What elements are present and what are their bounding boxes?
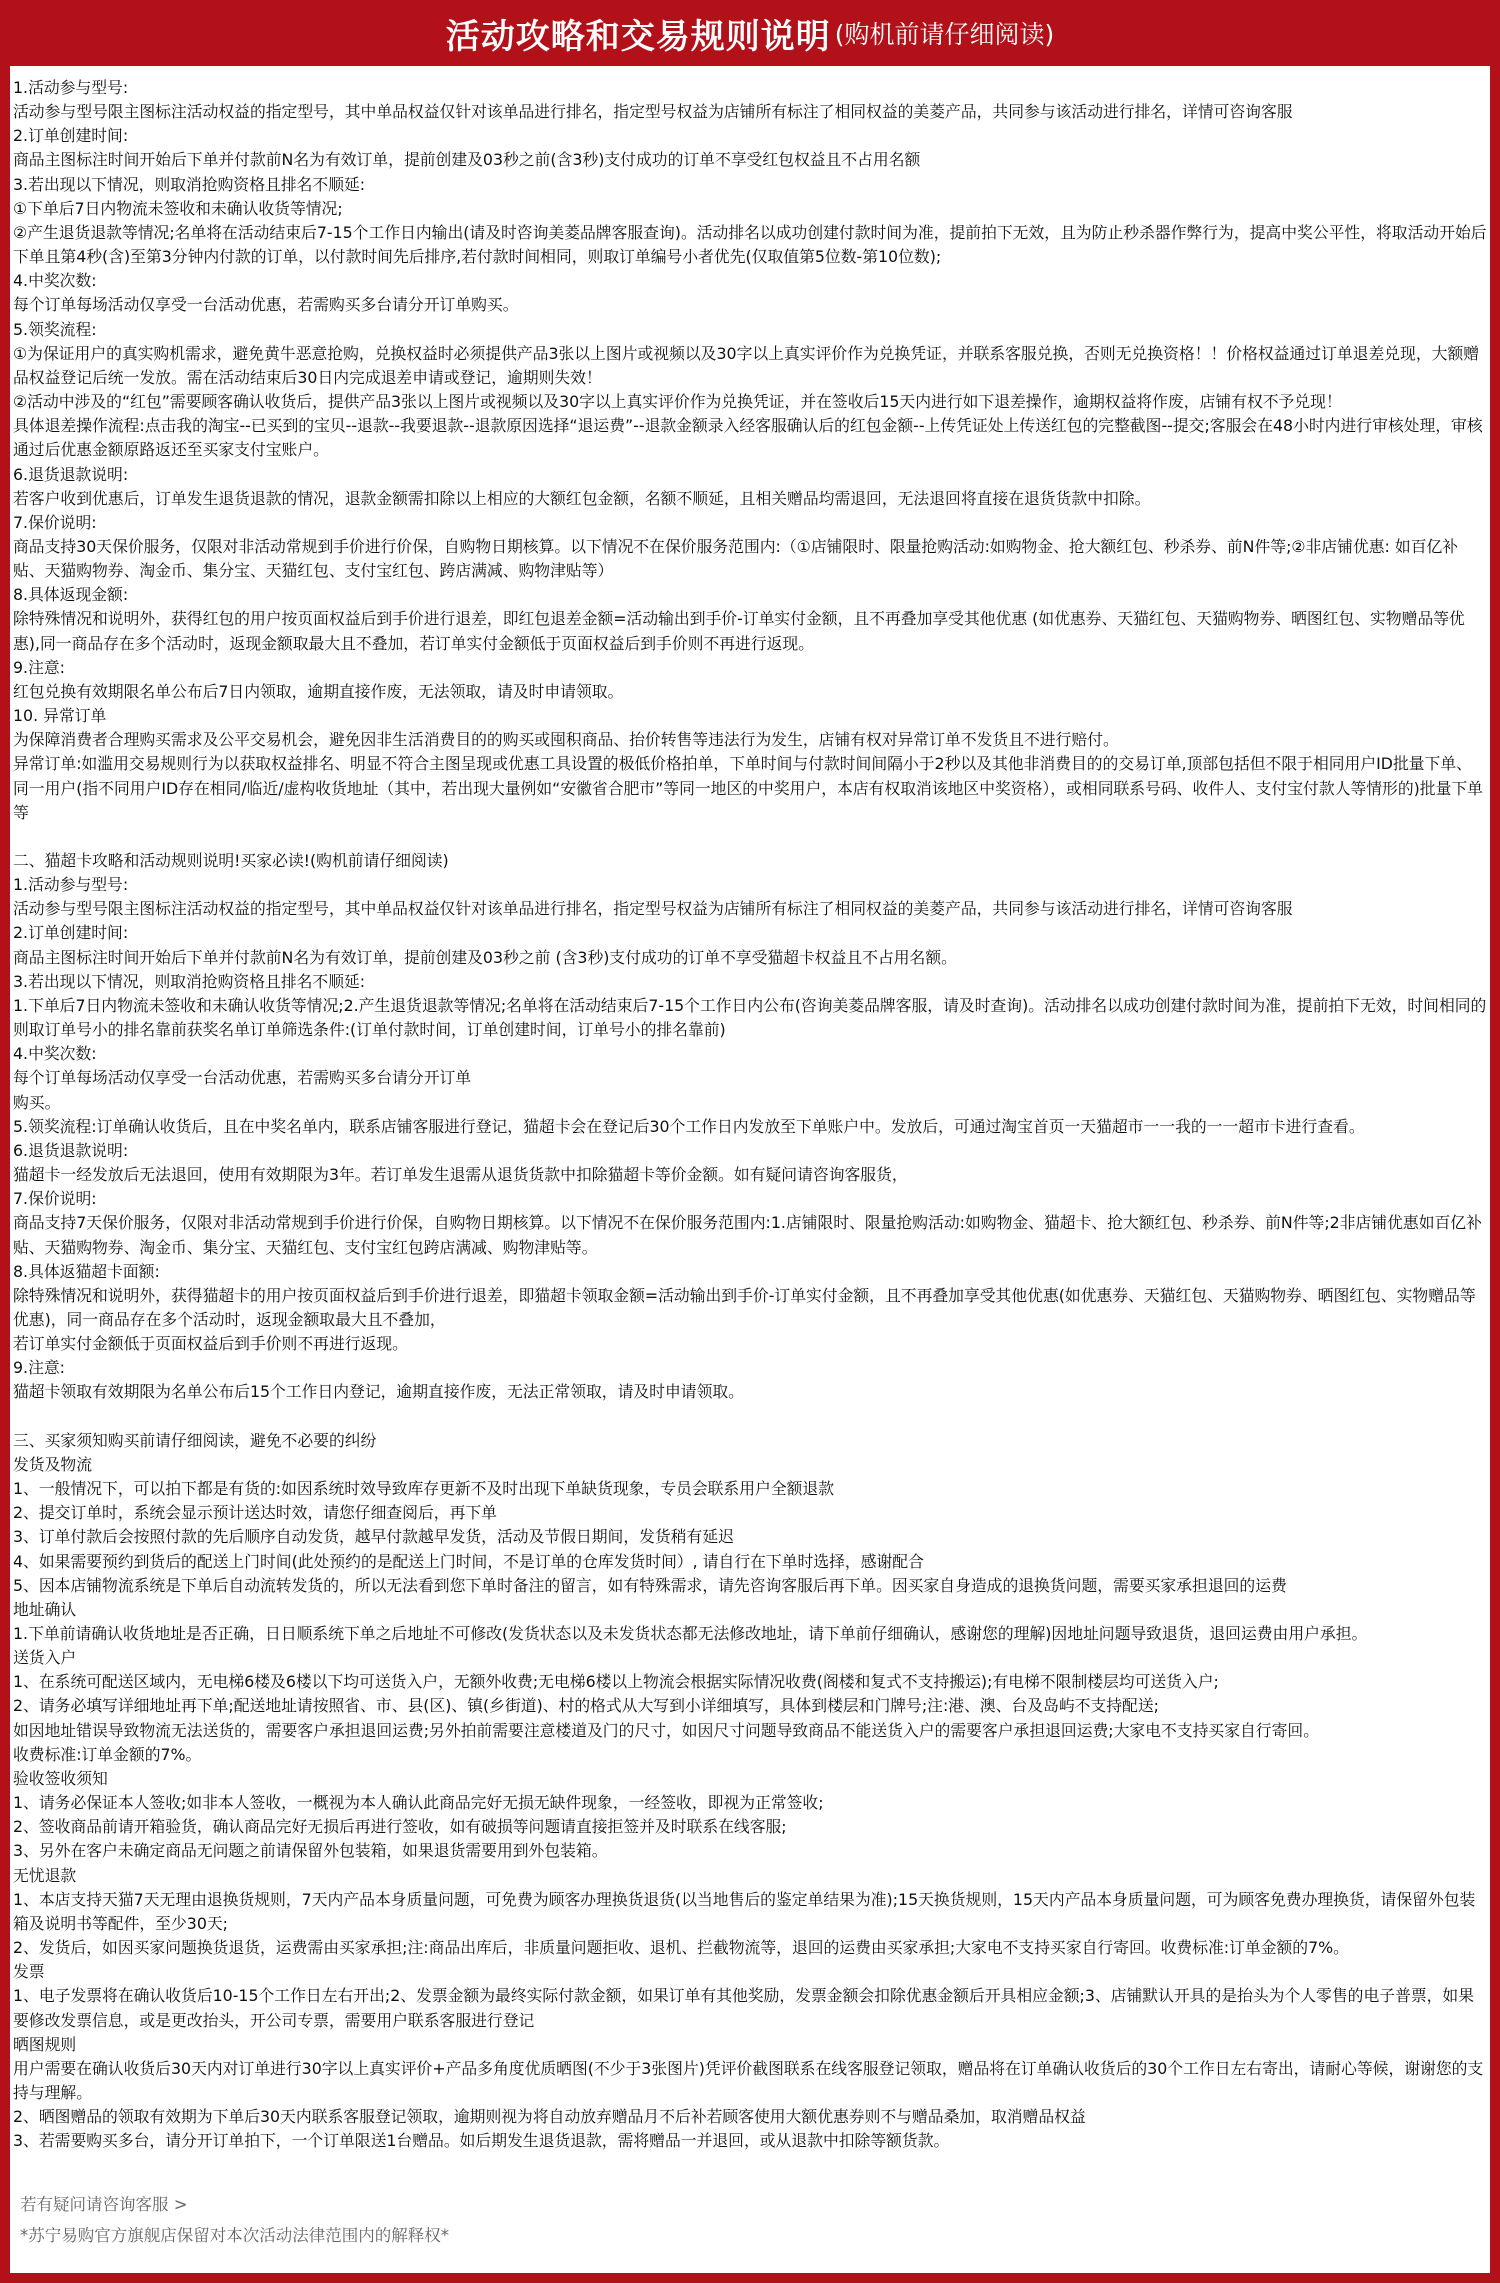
page-header xyxy=(0,0,1500,66)
rules-panel xyxy=(10,66,1490,2273)
page-title: 活动攻略和交易规则说明 xyxy=(445,16,831,57)
disclaimer-note: *苏宁易购官方旗舰店保留对本次活动法律范围内的解释权* xyxy=(20,2226,449,2245)
customer-service-link[interactable]: 若有疑问请咨询客服 > xyxy=(20,2195,188,2214)
footer xyxy=(20,2191,1480,2249)
rules-text: 1.活动参与型号: 活动参与型号限主图标注活动权益的指定型号，其中单品权益仅针对该单品进行排名，指定型号权益为店铺所有标注了相同权益的美菱产品，共同参与该活动进行排名，详情可咨询客服 2.订单创建时间: 商品主图标注时间开始后下单并付款前N名为有效订单，提前创建及03秒之前(含3秒)支付成功的订单不享受红包权益且不占用名额 3.若出现以下情况，则取消抢购资格且排名不顺延: ①下单后7日内物流未签收和未确认收货等情况; ②产生退货退款等情况;名单将在活动结束后7-15个工作日内输出(请及时咨询美菱品牌客服查询)。活动排名以成功创建付款时间为准，提前拍下无效，且为防止秒杀器作弊行为，提高中奖公平性，将取活动开始后下单且第4秒(含)至第3分钟内付款的订单，以付款时间先后排序,若付款时间相同，则取订单编号小者优先(仅取值第5位数-第10位数); 4.中奖次数: 每个订单每场活动仅享受一台活动优惠，若需购买多台请分开订单购买。 5.领奖流程: ①为保证用户的真实购机需求，避免黄牛恶意抢购，兑换权益时必须提供产品3张以上图片或视频以及30字以上真实评价作为兑换凭证，并联系客服兑换，否则无兑换资格！！价格权益通过订单退差兑现，大额赠品权益登记后统一发放。需在活动结束后30日内完成退差申请或登记，逾期则失效！ ②活动中涉及的“红包”需要顾客确认收货后，提供产品3张以上图片或视频以及30字以上真实评价作为兑换凭证，并在签收后15天内进行如下退差操作，逾期权益将作废，店铺有权不予兑现！ 具体退差操作流程:点击我的淘宝--已买到的宝贝--退款--我要退款--退款原因选择“退运费”--退款金额录入经客服确认后的红包金额--上传凭证处上传送红包的完整截图--提交;客服会在48小时内进行审核处理，审核通过后优惠金额原路返还至买家支付宝账户。 6.退货退款说明: 若客户收到优惠后，订单发生退货退款的情况，退款金额需扣除以上相应的大额红包金额，名额不顺延，且相关赠品均需退回，无法退回将直接在退货货款中扣除。 7.保价说明: 商品支持30天保价服务，仅限对非活动常规到手价进行价保，自购物日期核算。以下情况不在保价服务范围内:（①店铺限时、限量抢购活动:如购物金、抢大额红包、秒杀券、前N件等;②非店铺优惠: 如百亿补贴、天猫购物券、淘金币、集分宝、天猫红包、支付宝红包、跨店满减、购物津贴等） 8.具体返现金额: 除特殊情况和说明外，获得红包的用户按页面权益后到手价进行退差，即红包退差金额=活动输出到手价-订单实付金额，且不再叠加享受其他优惠 (如优惠券、天猫红包、天猫购物券、晒图红包、实物赠品等优惠),同一商品存在多个活动时，返现金额取最大且不叠加，若订单实付金额低于页面权益后到手价则不再进行返现。 9.注意: 红包兑换有效期限名单公布后7日内领取，逾期直接作废，无法领取，请及时申请领取。 10. 异常订单 为保障消费者合理购买需求及公平交易机会，避免因非生活消费目的的购买或囤积商品、抬价转售等违法行为发生，店铺有权对异常订单不发货且不进行赔付。 异常订单:如滥用交易规则行为以获取权益排名、明显不符合主图呈现或优惠工具设置的极低价格拍单，下单时间与付款时间间隔小于2秒以及其他非消费目的的交易订单,顶部包括但不限于相同用户ID批量下单、同一用户(指不同用户ID存在相同/临近/虚构收货地址（其中，若出现大量例如“安徽省合肥市”等同一地区的中奖用户，本店有权取消该地区中奖资格），或相同联系号码、收件人、支付宝付款人等情形的)批量下单等 二、猫超卡攻略和活动规则说明!买家必读!(购机前请仔细阅读) 1.活动参与型号: 活动参与型号限主图标注活动权益的指定型号，其中单品权益仅针对该单品进行排名，指定型号权益为店铺所有标注了相同权益的美菱产品，共同参与该活动进行排名，详情可咨询客服 2.订单创建时间: 商品主图标注时间开始后下单并付款前N名为有效订单，提前创建及03秒之前 (含3秒)支付成功的订单不享受猫超卡权益且不占用名额。 3.若出现以下情况，则取消抢购资格且排名不顺延: 1.下单后7日内物流未签收和未确认收货等情况;2.产生退货退款等情况;名单将在活动结束后7-15个工作日内公布(咨询美菱品牌客服，请及时查询)。活动排名以成功创建付款时间为准，提前拍下无效，时间相同的则取订单号小的排名靠前获奖名单订单筛选条件:(订单付款时间，订单创建时间，订单号小的排名靠前) 4.中奖次数: 每个订单每场活动仅享受一台活动优惠，若需购买多台请分开订单 购买。 5.领奖流程:订单确认收货后，且在中奖名单内，联系店铺客服进行登记，猫超卡会在登记后30个工作日内发放至下单账户中。发放后，可通过淘宝首页一天猫超市一一我的一一超市卡进行查看。 6.退货退款说明: 猫超卡一经发放后无法退回，使用有效期限为3年。若订单发生退需从退货货款中扣除猫超卡等价金额。如有疑问请咨询客服货， 7.保价说明: 商品支持7天保价服务，仅限对非活动常规到手价进行价保，自购物日期核算。以下情况不在保价服务范围内:1.店铺限时、限量抢购活动:如购物金、猫超卡、抢大额红包、秒杀券、前N件等;2非店铺优惠如百亿补贴、天猫购物券、淘金币、集分宝、天猫红包、支付宝红包跨店满减、购物津贴等。 8.具体返猫超卡面额: 除特殊情况和说明外，获得猫超卡的用户按页面权益后到手价进行退差，即猫超卡领取金额=活动输出到手价-订单实付金额，且不再叠加享受其他优惠(如优惠券、天猫红包、天猫购物券、晒图红包、实物赠品等优惠)，同一商品存在多个活动时，返现金额取最大且不叠加， 若订单实付金额低于页面权益后到手价则不再进行返现。 9.注意: 猫超卡领取有效期限为名单公布后15个工作日内登记，逾期直接作废，无法正常领取，请及时申请领取。 三、买家须知购买前请仔细阅读，避免不必要的纠纷 发货及物流 1、一般情况下，可以拍下都是有货的:如因系统时效导致库存更新不及时出现下单缺货现象，专员会联系用户全额退款 2、提交订单时，系统会显示预计送达时效，请您仔细查阅后，再下单 3、订单付款后会按照付款的先后顺序自动发货，越早付款越早发货，活动及节假日期间，发货稍有延迟 4、如果需要预约到货后的配送上门时间(此处预约的是配送上门时间，不是订单的仓库发货时间）, 请自行在下单时选择，感谢配合 5、因本店铺物流系统是下单后自动流转发货的，所以无法看到您下单时备注的留言，如有特殊需求，请先咨询客服后再下单。因买家自身造成的退换货问题，需要买家承担退回的运费 地址确认 1.下单前请确认收货地址是否正确，日日顺系统下单之后地址不可修改(发货状态以及未发货状态都无法修改地址，请下单前仔细确认，感谢您的理解)因地址问题导致退货，退回运费由用户承担。 送货入户 1、在系统可配送区域内，无电梯6楼及6楼以下均可送货入户，无额外收费;无电梯6楼以上物流会根据实际情况收费(阁楼和复式不支持搬运);有电梯不限制楼层均可送货入户; 2、请务必填写详细地址再下单;配送地址请按照省、市、县(区)、镇(乡街道)、村的格式从大写到小详细填写，具体到楼层和门牌号;注:港、澳、台及岛屿不支持配送; 如因地址错误导致物流无法送货的，需要客户承担退回运费;另外拍前需要注意楼道及门的尺寸，如因尺寸问题导致商品不能送货入户的需要客户承担退回运费;大家电不支持买家自行寄回。 收费标准:订单金额的7%。 验收签收须知 1、请务必保证本人签收;如非本人签收，一概视为本人确认此商品完好无损无缺件现象，一经签收，即视为正常签收; 2、签收商品前请开箱验货，确认商品完好无损后再进行签收，如有破损等问题请直接拒签并及时联系在线客服; 3、另外在客户未确定商品无问题之前请保留外包装箱，如果退货需要用到外包装箱。 无忧退款 1、本店支持天猫7天无理由退换货规则，7天内产品本身质量问题，可免费为顾客办理换货退货(以当地售后的鉴定单结果为准);15天换货规则，15天内产品本身质量问题，可为顾客免费办理换货，请保留外包装箱及说明书等配件，至少30天; 2、发货后，如因买家问题换货退货，运费需由买家承担;注:商品出库后，非质量问题拒收、退机、拦截物流等，退回的运费由买家承担;大家电不支持买家自行寄回。收费标准:订单金额的7%。 发票 1、电子发票将在确认收货后10-15个工作日左右开出;2、发票金额为最终实际付款金额，如果订单有其他奖励，发票金额会扣除优惠金额后开具相应金额;3、店铺默认开具的是抬头为个人零售的电子普票，如果要修改发票信息，或是更改抬头，开公司专票，需要用户联系客服进行登记 晒图规则 用户需要在确认收货后30天内对订单进行30字以上真实评价+产品多角度优质晒图(不少于3张图片)凭评价截图联系在线客服登记领取，赠品将在订单确认收货后的30个工作日左右寄出，请耐心等候，谢谢您的支持与理解。 2、晒图赠品的领取有效期为下单后30天内联系客服登记领取，逾期则视为将自动放弃赠品月不后补若顾客使用大额优惠券则不与赠品桑加，取消赠品权益 3、若需要购买多台，请分开订单拍下，一个订单限送1台赠品。如后期发生退货退款，需将赠品一并退回，或从退款中扣除等额货款。 xyxy=(13,78,1487,2151)
page-subtitle: (购机前请仔细阅读) xyxy=(834,20,1055,49)
